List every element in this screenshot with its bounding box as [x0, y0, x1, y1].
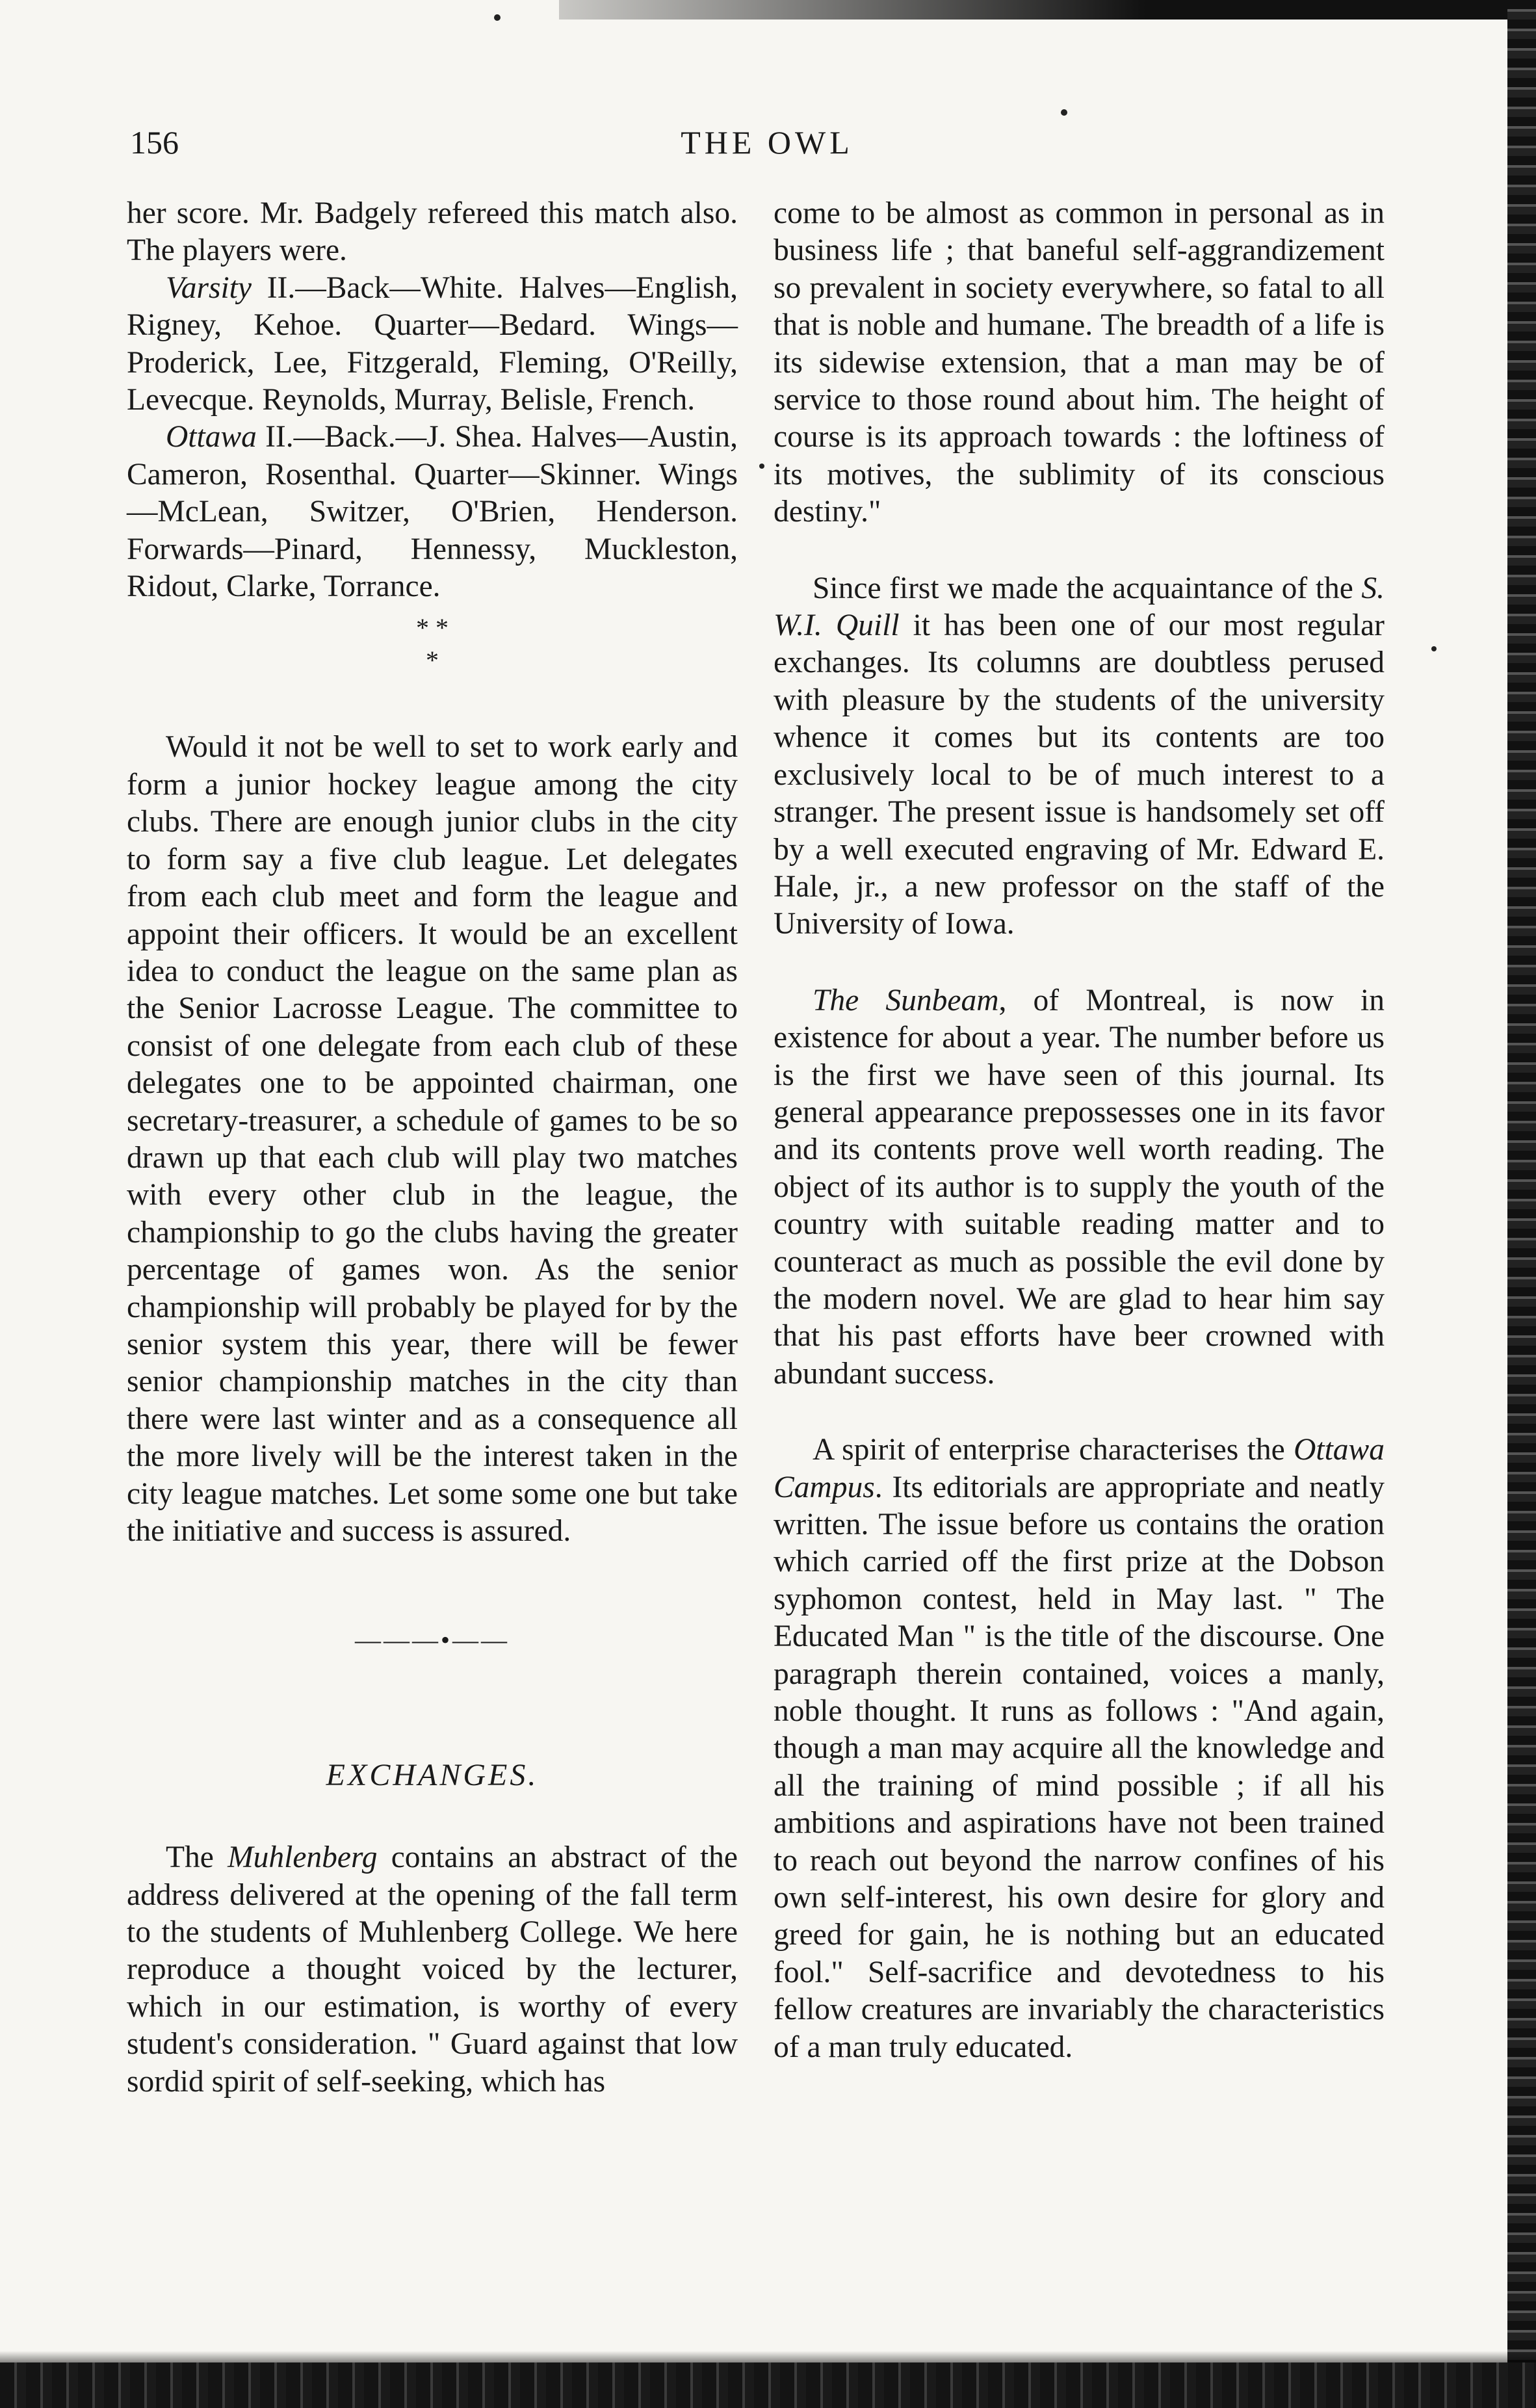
page-number: 156 — [130, 124, 179, 161]
paragraph-hockey-league: Would it not be well to set to work early and form a junior hockey league among the city clubs. There are enough junior clubs in the city to form say a five club league. Let delegates from each club meet and form the league and appoint their officers. It would be an excellent idea to conduct the league on the same plan as the Senior Lacrosse League. The committee to consist of one delegate from each club of these delegates one to be appointed chairman, one secretary-treasurer, a schedule of games to be so drawn up that each club will play two matches with every other club in the league, the championship to go the clubs having the greater percentage of games won. As the senior championship will probably be played for by the senior system this year, there will be fewer senior championship matches in the city than there were last winter and as a consequence all the more lively will be the interest taken in the city league matches. Let some some one but take the initiative and success is assured. — [127, 730, 738, 1548]
team-name-ottawa: Ottawa — [166, 420, 257, 454]
paragraph-gap — [774, 1393, 1385, 1432]
scan-top-edge — [559, 0, 1536, 20]
ink-speck — [759, 464, 764, 469]
paragraph-gap — [774, 943, 1385, 982]
scan-bottom-shadow — [0, 2351, 1536, 2362]
paragraph-ottawa-lineup — [127, 419, 738, 605]
campus-intro: A spirit of enterprise characterises the — [813, 1433, 1294, 1467]
journal-title-muhlenberg: Muhlenberg — [228, 1840, 378, 1875]
journal-title-ottawa-campus: Ottawa Campus — [774, 1433, 1385, 1504]
paragraph-gap — [774, 531, 1385, 570]
paragraph-score: her score. Mr. Badgely refereed this match also. The players were. — [127, 196, 738, 268]
section-divider: ———•—— — [354, 1625, 510, 1655]
running-title: THE OWL — [681, 124, 853, 161]
paragraph-sunbeam — [774, 982, 1385, 1393]
section-heading-exchanges: EXCHANGES. — [326, 1757, 539, 1792]
paragraph-swi-quill — [774, 570, 1385, 943]
right-column — [774, 195, 1385, 2066]
journal-title-sunbeam: The Sunbeam — [813, 983, 999, 1017]
page-header — [130, 124, 1404, 176]
journal-title-quill: S. W.I. Quill — [774, 571, 1385, 643]
team-name-varsity: Varsity — [166, 270, 252, 305]
quill-intro: Since first we made the acquaintance of the — [813, 571, 1362, 605]
left-column — [127, 195, 738, 2100]
campus-text: . Its editorials are appropriate and neatly written. The issue before us contains the oration which carried off the first prize at the Dobson syphomon contest, held in May last. " The Educated Man " is the title of the discourse. One paragraph therein contained, voices a manly, noble thought. It runs as follows : "And again, though a man may acquire all the knowledge and all the training of mind possible ; if all his ambitions and aspirations have not been trained to reach out beyond the narrow confines of his own self-interest, his own desire for glory and greed for gain, he is nothing but an educated fool." Self-sacrifice and devotedness to his fellow creatures are invariably the characteristics of a man truly educated. — [774, 1470, 1385, 2064]
quill-text: it has been one of our most regular exchanges. Its columns are doubtless perused with pleasure by the students of the university whence it comes but its contents are too exclusively local to be of much interest to a stranger. The present issue is handsomely set off by a well executed engraving of Mr. Edward E. Hale, jr., a new professor on the staff of the University of Iowa. — [774, 609, 1385, 941]
ink-speck — [494, 14, 501, 21]
sunbeam-text: , of Montreal, is now in existence for about a year. The number before us is the first we have seen of this journal. Its general appearance prepossesses one in its favor and its contents prove well worth reading. The object of its author is to supply the youth of the country with suitable reading matter and to counteract as much as possible the evil done by the modern novel. We are glad to hear him say that his past efforts have beer crowned with abundant success. — [774, 983, 1385, 1391]
ink-speck — [1061, 109, 1067, 116]
muhlenberg-intro: The — [166, 1840, 228, 1875]
paragraph-muhlenberg — [127, 1839, 738, 2100]
scan-bottom-edge — [0, 2362, 1536, 2408]
paragraph-ottawa-campus — [774, 1432, 1385, 2066]
ink-speck — [1431, 646, 1437, 651]
varsity-lineup-text: II.—Back—White. Halves—English, Rigney, Kehoe. Quarter—Bedard. Wings—Proderick, Lee, Fitzgerald, Fleming, O'Reilly, Levecque. Reynolds, Murray, Belisle, French. — [127, 270, 738, 417]
paragraph-quote-continued: come to be almost as common in personal as in business life ; that baneful self-aggrandizement so prevalent in society everywhere, so fatal to all that is noble and humane. The breadth of a life is its sidewise extension, that a man may be of service to those round about him. The height of course is its approach towards : the loftiness of its motives, the sublimity of its conscious destiny." — [774, 196, 1385, 529]
scan-right-edge — [1507, 0, 1536, 2408]
paragraph-varsity-lineup — [127, 270, 738, 419]
asterism: * * * — [416, 613, 449, 675]
ottawa-lineup-text: II.—Back.—J. Shea. Halves—Austin, Cameron, Rosenthal. Quarter—Skinner. Wings—McLean, Switzer, O'Brien, Henderson. Forwards—Pinard, Hennessy, Muckleston, Ridout, Clarke, Torrance. — [127, 420, 738, 604]
muhlenberg-text: contains an abstract of the address delivered at the opening of the fall term to the students of Muhlenberg College. We here reproduce a thought voiced by the lecturer, which in our estimation, is worthy of every student's consideration. " Guard against that low sordid spirit of self-seeking, which has — [127, 1840, 738, 2099]
